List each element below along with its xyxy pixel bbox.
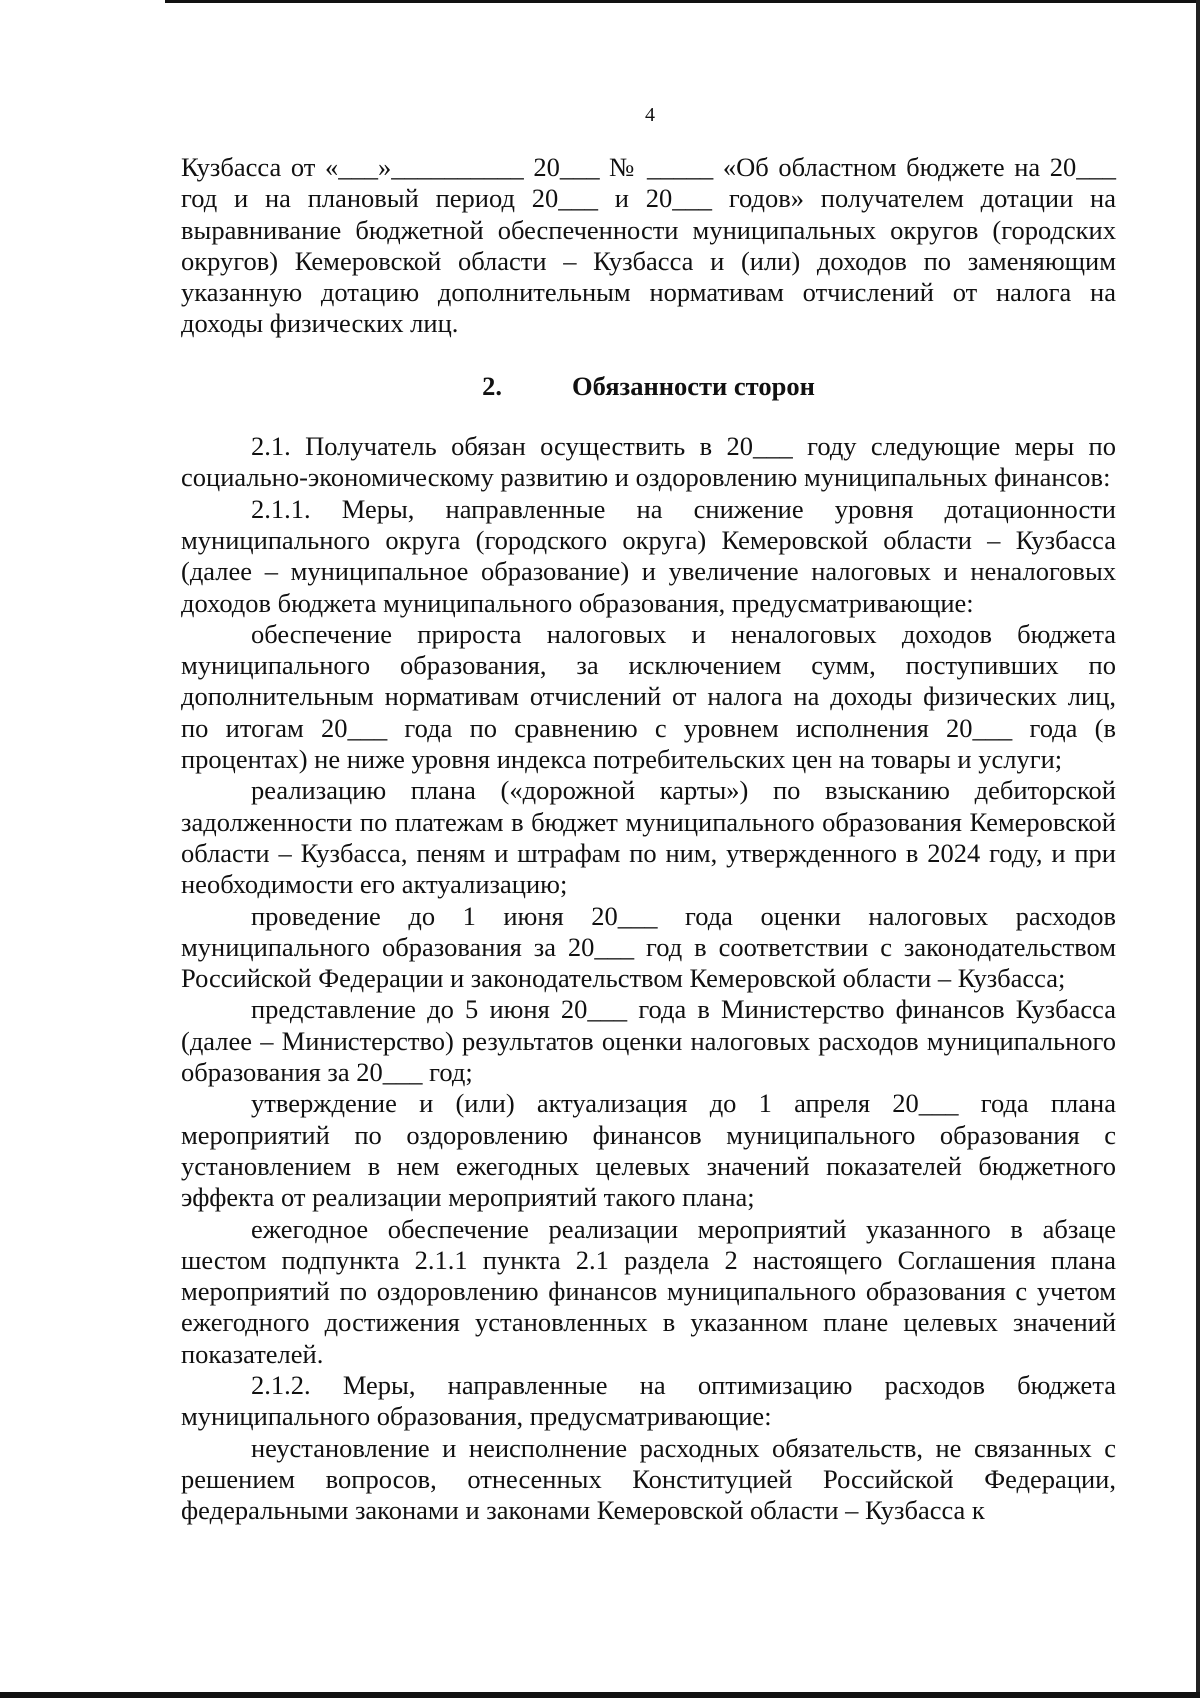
paragraph-tax-assessment: проведение до 1 июня 20___ года оценки налоговых расходов муниципального образования за 20___ год в соответствии с законодательством Российской Федерации и законодательством Кемеровской области – Кузбасса; — [181, 900, 1116, 994]
paragraph-continuation: Кузбасса от «___»__________ 20___ № _____ «Об областном бюджете на 20___ год и на плановый период 20___ и 20___ годов» получателем дотации на выравнивание бюджетной обеспеченности муниципальных округов (городских округов) Кемеровской области – Кузбасса и (или) доходов по заменяющим указанную дотацию дополнительным нормативам отчислений от налога на доходы физических лиц. — [181, 152, 1116, 339]
paragraph-submission: представление до 5 июня 20___ года в Министерство финансов Кузбасса (далее – Министерство) результатов оценки налоговых расходов муниципального образования за 20___ год; — [181, 994, 1116, 1088]
scan-edge-bottom — [0, 1692, 1200, 1698]
paragraph-2-1: 2.1. Получатель обязан осуществить в 20___ году следующие меры по социально-экономическому развитию и оздоровлению муниципальных финансов: — [181, 431, 1116, 493]
paragraph-2-1-1: 2.1.1. Меры, направленные на снижение уровня дотационности муниципального округа (городского округа) Кемеровской области – Кузбасса (далее – муниципальное образование) и увеличение налоговых и неналоговых доходов бюджета муниципального образования, предусматривающие: — [181, 493, 1116, 618]
section-number: 2. — [482, 370, 503, 401]
section-heading — [181, 340, 1116, 431]
paragraph-income-growth: обеспечение прироста налоговых и неналоговых доходов бюджета муниципального образования, за исключением сумм, поступивших по дополнительным нормативам отчислений от налога на доходы физических лиц, по итогам 20___ года по сравнению с уровнем исполнения 20___ года (в процентах) не ниже уровня индекса потребительских цен на товары и услуги; — [181, 618, 1116, 775]
paragraph-obligations: неустановление и неисполнение расходных обязательств, не связанных с решением вопросов, отнесенных Конституцией Российской Федерации, федеральными законами и законами Кемеровской области – Кузбасса к — [181, 1432, 1116, 1526]
section-title: Обязанности сторон — [572, 370, 815, 401]
scan-edge-top — [165, 0, 1200, 3]
paragraph-roadmap: реализацию плана («дорожной карты») по взысканию дебиторской задолженности по платежам в бюджет муниципального образования Кемеровской области – Кузбасса, пеням и штрафам по ним, утвержденного в 2024 году, и при необходимости его актуализацию; — [181, 775, 1116, 900]
page-number: 4 — [645, 104, 655, 126]
paragraph-plan-implementation: ежегодное обеспечение реализации мероприятий указанного в абзаце шестом подпункта 2.1.1 пункта 2.1 раздела 2 настоящего Соглашения плана мероприятий по оздоровлению финансов муниципального образования с учетом ежегодного достижения установленных в указанном плане целевых значений показателей. — [181, 1213, 1116, 1369]
scan-edge-right — [1196, 0, 1200, 1698]
document-body — [181, 152, 1116, 1526]
paragraph-plan-approval: утверждение и (или) актуализация до 1 апреля 20___ года плана мероприятий по оздоровлению финансов муниципального образования с установлением в нем ежегодных целевых значений показателей бюджетного эффекта от реализации мероприятий такого плана; — [181, 1088, 1116, 1213]
paragraph-2-1-2: 2.1.2. Меры, направленные на оптимизацию расходов бюджета муниципального образования, предусматривающие: — [181, 1369, 1116, 1432]
